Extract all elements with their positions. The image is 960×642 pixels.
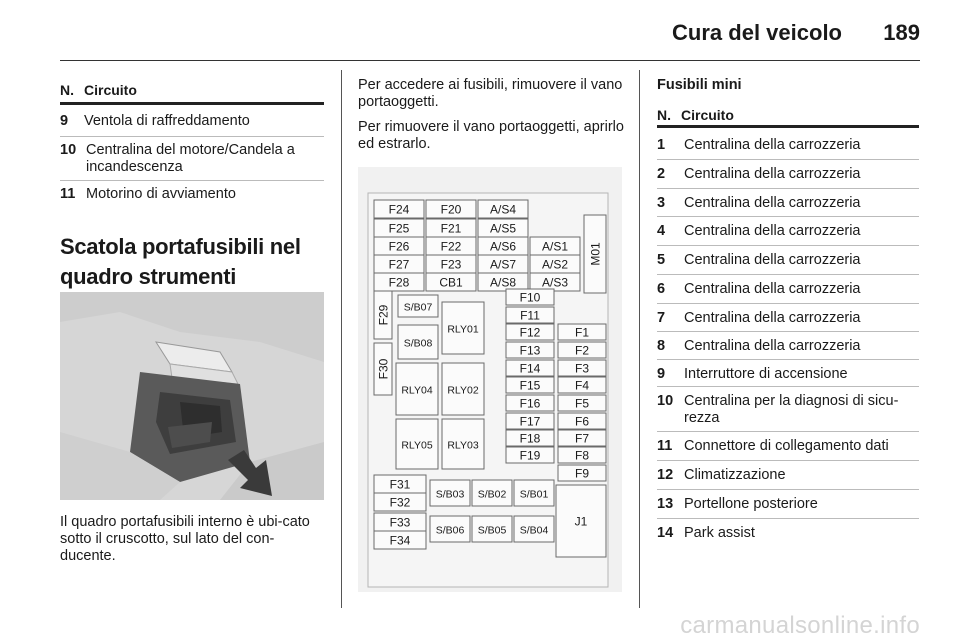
fuse-sb05 [472,516,512,542]
row-text: Interruttore di accensione [684,366,848,382]
row-text: Centralina della carrozzeria [684,166,861,182]
fuse-f34 [374,531,426,549]
mini-table-row [657,281,919,298]
fuse-label: RLY03 [447,439,479,452]
fuse-label: F10 [519,290,541,305]
fuse-f29 [374,291,392,339]
fuse-label: F4 [574,378,590,393]
fuse-label: F34 [389,533,411,548]
fuse-rly04 [396,363,438,415]
fuse-label: A/S2 [541,257,569,272]
fuse-box-diagram [358,167,622,592]
row-text: Centralina per la diagnosi di sicu-rezza [684,393,899,426]
fuse-box-location-photo [60,292,324,500]
mini-table-row [657,195,919,212]
fuse-label: S/B08 [403,337,433,350]
fuse-as4 [478,200,528,218]
fuse-label: S/B03 [435,488,465,501]
row-text: Motorino di avviamento [86,186,236,202]
fuse-sb02 [472,480,512,506]
fuse-f23 [426,255,476,273]
row-text: Centralina della carrozzeria [684,195,861,211]
section-title: Scatola portafusibili nel quadro strumenti [60,234,301,289]
row-rule [657,188,919,189]
row-number: 10 [60,142,77,158]
fuse-j1 [556,485,606,557]
fuse-f21 [426,219,476,237]
removal-paragraph: Per rimuovere il vano portaoggetti, aprirlo ed estrarlo. [358,119,624,152]
fuse-label: J1 [574,514,588,529]
fuse-label: F9 [574,466,590,481]
fuse-sb06 [430,516,470,542]
fuse-sb01 [514,480,554,506]
row-number: 2 [657,166,666,182]
fuse-f26 [374,237,424,255]
fuse-label: F13 [519,343,541,358]
table-row [60,186,324,203]
fuse-f14 [506,360,554,376]
fuse-f16 [506,395,554,411]
fuse-f20 [426,200,476,218]
fuse-label: A/S5 [489,221,517,236]
fuse-label: A/S8 [489,275,517,290]
row-rule [657,386,919,387]
fuse-f19 [506,447,554,463]
mini-table-row [657,366,919,383]
fuse-label: S/B06 [435,524,465,537]
fuse-label: F28 [388,275,410,290]
row-number: 11 [657,438,673,454]
fuse-f24 [374,200,424,218]
photo-caption: Il quadro portafusibili interno è ubi-cato sotto il cruscotto, sul lato del con-ducente. [60,514,310,564]
fuse-m01 [584,215,606,293]
watermark: carmanualsonline.info [680,612,920,639]
fuse-f6 [558,413,606,429]
row-rule [657,159,919,160]
row-number: 3 [657,195,666,211]
fuse-label: F29 [376,304,391,326]
fuse-rly02 [442,363,484,415]
fuse-label: RLY05 [401,439,433,452]
fuse-f22 [426,237,476,255]
fuse-as2 [530,255,580,273]
row-rule [657,460,919,461]
column-separator-right [639,70,640,608]
mini-table-row [657,525,919,542]
fuse-label: F11 [520,308,540,323]
fuse-f30 [374,343,392,395]
fuse-f8 [558,447,606,463]
fuse-label: F26 [388,239,410,254]
row-number: 11 [60,186,76,202]
fuse-label: S/B07 [403,301,433,314]
fuse-f32 [374,493,426,511]
col-n-header: N. [60,82,74,98]
fuse-f7 [558,430,606,446]
table-header-rule [657,125,919,128]
row-text: Park assist [684,525,755,541]
row-number: 1 [657,137,666,153]
row-rule [657,518,919,519]
row-number: 9 [60,113,69,129]
row-number: 7 [657,310,666,326]
fuse-f18 [506,430,554,446]
mini-table-row [657,438,919,455]
fuse-label: F33 [389,515,411,530]
row-rule [657,303,919,304]
row-number: 12 [657,467,674,483]
table-header-rule [60,102,324,105]
row-number: 10 [657,393,674,409]
fuse-label: F5 [574,396,590,411]
fuse-label: A/S6 [489,239,517,254]
fuse-label: A/S3 [541,275,569,290]
fuse-label: CB1 [439,275,463,290]
fuse-label: S/B01 [519,488,549,501]
row-number: 5 [657,252,666,268]
row-rule [657,331,919,332]
fuse-label: F1 [574,325,590,340]
fuse-label: F18 [519,431,541,446]
mini-fuses-title: Fusibili mini [657,77,742,93]
mini-table-row [657,338,919,355]
fuse-f4 [558,377,606,393]
mini-table-row [657,252,919,269]
row-text: Climatizzazione [684,467,786,483]
row-number: 9 [657,366,666,382]
mini-table-header [657,107,919,123]
row-text: Centralina della carrozzeria [684,137,861,153]
fuse-label: F2 [574,343,590,358]
mini-table-row [657,166,919,183]
fuse-label: F20 [440,202,462,217]
row-number: 6 [657,281,666,297]
fuse-label: F14 [519,361,541,376]
col-circuit-header: Circuito [681,107,734,123]
fuse-f27 [374,255,424,273]
column-separator-left [341,70,342,608]
fuse-label: F12 [519,325,541,340]
row-rule [657,431,919,432]
fuse-as5 [478,219,528,237]
fuse-label: F19 [519,448,541,463]
row-number: 4 [657,223,666,239]
fuse-label: F32 [389,495,411,510]
row-number: 8 [657,338,666,354]
row-text: Portellone posteriore [684,496,818,512]
row-text: Centralina del motore/Candela a incandescenza [86,142,295,175]
fuse-label: F3 [574,361,590,376]
fuse-f9 [558,465,606,481]
fuse-f13 [506,342,554,358]
row-number: 14 [657,525,674,541]
fuse-label: RLY04 [401,384,433,397]
row-text: Ventola di raffreddamento [84,113,250,129]
row-rule [60,180,324,181]
fuse-sb03 [430,480,470,506]
fuse-as1 [530,237,580,255]
circuit-table-header [60,82,324,98]
mini-table-row [657,467,919,484]
fuse-label: F25 [388,221,410,236]
row-rule [657,274,919,275]
table-row [60,113,324,130]
chapter-title: Cura del veicolo [672,20,842,45]
fuse-sb08 [398,325,438,359]
fuse-label: F30 [376,358,391,380]
header-rule [60,60,920,61]
fuse-rly03 [442,419,484,469]
fuse-f10 [506,289,554,305]
fuse-f15 [506,377,554,393]
fuse-label: A/S1 [541,239,569,254]
fuse-as7 [478,255,528,273]
fuse-label: S/B02 [477,488,507,501]
fuse-label: A/S4 [489,202,517,217]
fuse-f3 [558,360,606,376]
row-text: Centralina della carrozzeria [684,310,861,326]
row-text: Connettore di collegamento dati [684,438,889,454]
fuse-label: S/B04 [519,524,549,537]
fuse-label: F17 [519,414,541,429]
fuse-rly01 [442,302,484,354]
fuse-cb1 [426,273,476,291]
fuse-f28 [374,273,424,291]
fuse-sb04 [514,516,554,542]
fuse-label: F31 [389,477,411,492]
fuse-label: F7 [574,431,590,446]
row-rule [657,359,919,360]
mini-table-row [657,496,919,513]
fuse-label: RLY02 [447,384,479,397]
fuse-label: F15 [519,378,541,393]
page-number: 189 [883,20,920,45]
mini-table-row [657,393,919,427]
fuse-f1 [558,324,606,340]
fuse-as6 [478,237,528,255]
fuse-f31 [374,475,426,493]
mini-table-row [657,223,919,240]
fuse-label: F16 [519,396,541,411]
page-header [60,0,920,62]
row-rule [657,489,919,490]
fuse-rly05 [396,419,438,469]
mini-table-row [657,137,919,154]
fuse-label: F21 [440,221,462,236]
row-rule [60,136,324,137]
col-circuit-header: Circuito [84,82,137,98]
col-n-header: N. [657,107,671,123]
table-row [60,142,324,176]
row-number: 13 [657,496,674,512]
fuse-label: F23 [440,257,462,272]
fuse-f25 [374,219,424,237]
row-rule [657,245,919,246]
fuse-f33 [374,513,426,531]
fuse-label: S/B05 [477,524,507,537]
fuse-label: F24 [388,202,410,217]
fuse-f12 [506,324,554,340]
fuse-label: A/S7 [489,257,517,272]
mini-table-row [657,310,919,327]
row-text: Centralina della carrozzeria [684,223,861,239]
fuse-label: RLY01 [447,323,479,336]
fuse-f17 [506,413,554,429]
fuse-label: F22 [440,239,462,254]
fuse-as3 [530,273,580,291]
fuse-label: F6 [574,414,590,429]
access-paragraph: Per accedere ai fusibili, rimuovere il vano portaoggetti. [358,77,623,110]
fuse-f11 [506,307,554,323]
fuse-sb07 [398,295,438,317]
fuse-f2 [558,342,606,358]
row-rule [657,216,919,217]
fuse-label: M01 [588,242,603,266]
row-text: Centralina della carrozzeria [684,338,861,354]
fuse-label: F8 [574,448,590,463]
fuse-f5 [558,395,606,411]
row-text: Centralina della carrozzeria [684,252,861,268]
fuse-label: F27 [388,257,410,272]
row-text: Centralina della carrozzeria [684,281,861,297]
fuse-as8 [478,273,528,291]
